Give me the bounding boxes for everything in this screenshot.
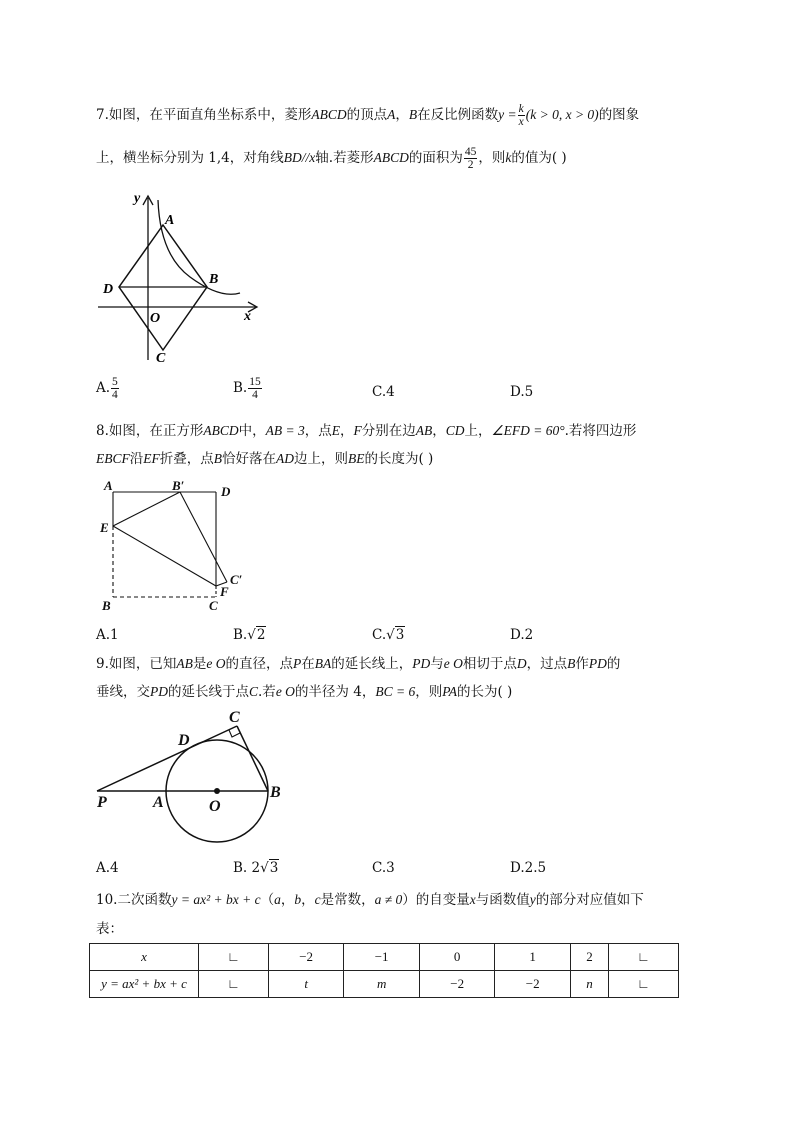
q7-option-d[interactable]: D.5 xyxy=(510,384,534,400)
q7-text: 在反比例函数 xyxy=(417,107,499,124)
table-head-y: y = ax² + bx + c xyxy=(90,971,199,998)
q9-label-p: P xyxy=(97,794,107,811)
q9-option-a[interactable]: A.4 xyxy=(96,860,119,876)
table-cell: ∟ xyxy=(609,944,679,971)
q8-label-b: B xyxy=(102,598,111,613)
q7-option-c[interactable]: C.4 xyxy=(372,384,395,400)
table-head-x: x xyxy=(90,944,199,971)
q8-label-f: F xyxy=(220,584,229,599)
q8-line-1: 8.如图，在正方形ABCD中，AB = 3，点E，F分别在边AB，CD上，∠EFD = 60°.若将四边形 xyxy=(96,423,637,439)
q8-label-d: D xyxy=(221,484,231,499)
q7-math: (k > 0, x > 0) xyxy=(525,107,599,123)
table-cell: n xyxy=(570,971,608,998)
table-cell: −1 xyxy=(344,944,420,971)
q7-text: 轴.若菱形 xyxy=(315,150,374,167)
q7-math: k xyxy=(505,150,512,166)
q7-label-c: C xyxy=(156,351,166,366)
q7-math: B xyxy=(408,107,418,123)
q7-label-o: O xyxy=(150,311,161,326)
q7-text: ， xyxy=(395,107,409,124)
q10-line-1: 10.二次函数y = ax² + bx + c（a，b，c是常数，a ≠ 0）的自变量x与函数值y的部分对应值如下 xyxy=(96,892,644,908)
q7-text: 的顶点 xyxy=(346,107,388,124)
q7-math: y = xyxy=(498,107,517,123)
q7-text: 7.如图，在平面直角坐标系中，菱形 xyxy=(96,107,312,124)
q7-math: A xyxy=(387,107,396,123)
q8-label-b-prime: B′ xyxy=(172,478,185,493)
q9-center-dot xyxy=(214,788,220,794)
table-row xyxy=(90,971,679,998)
q7-math: ABCD xyxy=(373,150,409,166)
q8-option-d[interactable]: D.2 xyxy=(510,627,534,643)
q7-area-fraction: $\frac{45}{2}$ xyxy=(464,146,477,172)
table-cell: 0 xyxy=(419,944,495,971)
table-cell: ∟ xyxy=(199,971,269,998)
q7-label-x: x xyxy=(244,309,251,324)
q9-option-d[interactable]: D.2.5 xyxy=(510,860,547,876)
q8-line-2: EBCF沿EF折叠，点B恰好落在AD边上，则BE的长度为( ) xyxy=(96,451,434,467)
q9-label-o: O xyxy=(209,798,221,815)
q8-label-a: A xyxy=(104,478,113,493)
q7-option-a[interactable]: A. $\frac{5}{4}$ xyxy=(96,376,118,402)
q7-text: 上，横坐标分别为 1,4，对角线 xyxy=(96,150,284,167)
table-cell: m xyxy=(344,971,420,998)
q10-value-table xyxy=(89,943,679,998)
q7-text: 的图象 xyxy=(598,107,640,124)
q8-label-e: E xyxy=(100,520,109,535)
q7-function-fraction: $\frac{k}{x}$ xyxy=(518,103,524,129)
q9-label-a: A xyxy=(153,794,164,811)
table-cell: ∟ xyxy=(609,971,679,998)
q9-line-1: 9.如图，已知AB是e O的直径，点P在BA的延长线上，PD与e O相切于点D，过点B作PD的 xyxy=(96,656,621,672)
q8-label-c: C xyxy=(209,598,218,613)
q9-line-cb xyxy=(237,726,268,791)
q7-label-y: y xyxy=(134,191,141,206)
q7-label-d: D xyxy=(103,282,114,297)
q10-line-2: 表： xyxy=(96,921,123,937)
q9-right-angle-mark xyxy=(229,730,240,737)
table-cell: ∟ xyxy=(199,944,269,971)
table-cell: −2 xyxy=(495,971,571,998)
q8-option-b[interactable]: B.√2 xyxy=(233,627,266,643)
q9-label-c: C xyxy=(229,709,240,726)
q7-text: 的值为( ) xyxy=(511,150,567,167)
q7-math: BD xyxy=(283,150,302,166)
q9-option-c[interactable]: C.3 xyxy=(372,860,395,876)
q8-label-c-prime: C′ xyxy=(230,572,243,587)
q7-text: ，则 xyxy=(478,150,506,167)
table-row xyxy=(90,944,679,971)
q8-option-c[interactable]: C.√3 xyxy=(372,627,405,643)
q8-option-a[interactable]: A.1 xyxy=(96,627,119,643)
q7-math: x xyxy=(309,150,316,166)
q9-line-2: 垂线，交PD的延长线于点C.若e O的半径为 4，BC = 6，则PA的长为( ) xyxy=(96,684,513,700)
table-cell: t xyxy=(268,971,344,998)
q7-math: // xyxy=(301,150,310,166)
q7-option-b[interactable]: B. $\frac{15}{4}$ xyxy=(233,376,261,402)
table-cell: −2 xyxy=(268,944,344,971)
q7-label-a: A xyxy=(165,213,175,228)
q9-option-b[interactable]: B. 2√3 xyxy=(233,860,279,876)
q9-label-d: D xyxy=(178,732,190,749)
table-cell: 1 xyxy=(495,944,571,971)
table-cell: 2 xyxy=(570,944,608,971)
q9-label-b: B xyxy=(270,784,281,801)
q7-math: ABCD xyxy=(311,107,347,123)
table-cell: −2 xyxy=(419,971,495,998)
q7-text: 的面积为 xyxy=(408,150,463,167)
q7-label-b: B xyxy=(209,272,219,287)
